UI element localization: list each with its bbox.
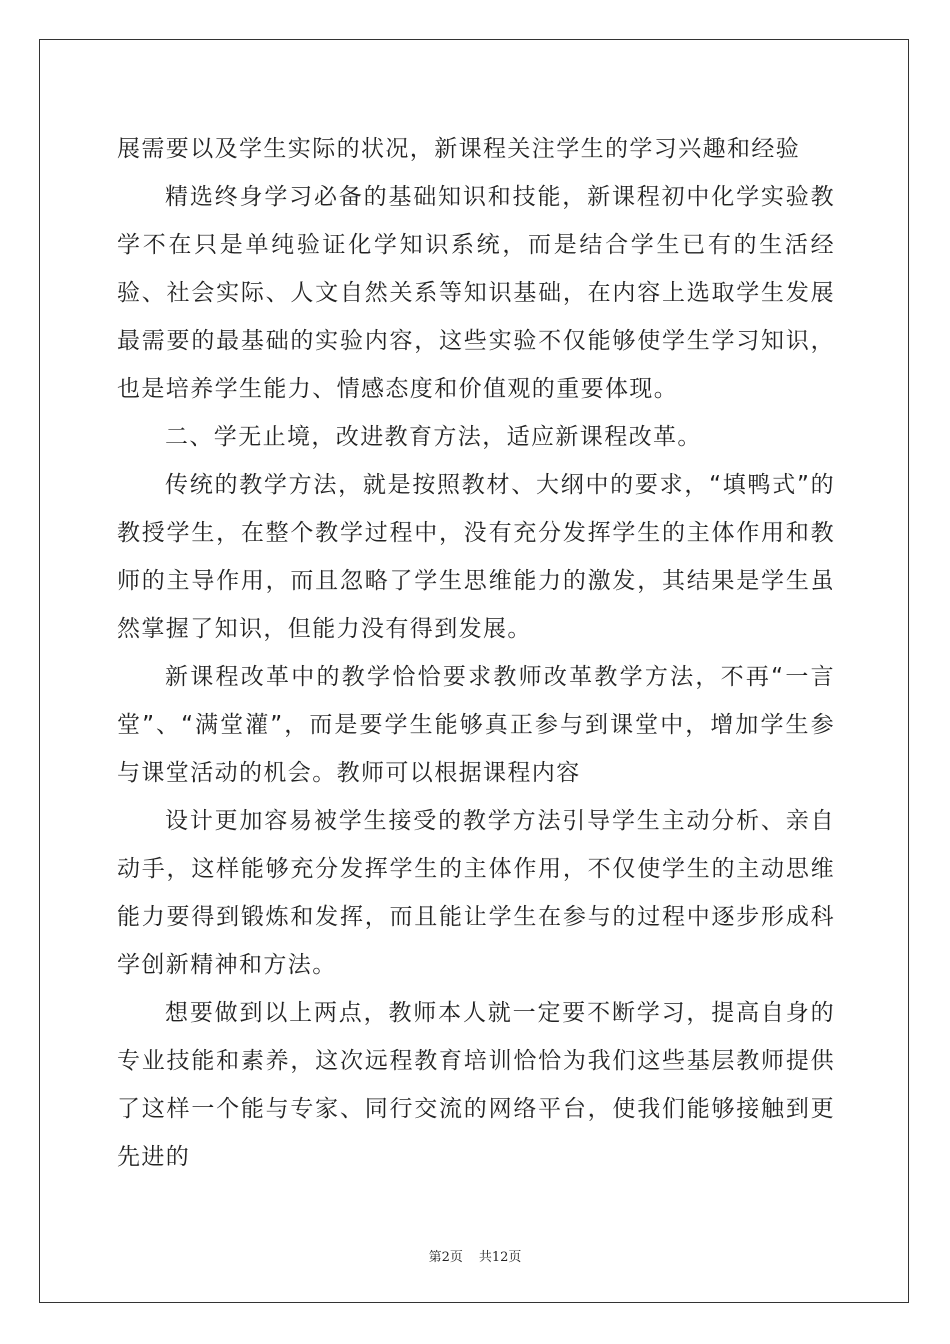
paragraph: 传统的教学方法，就是按照教材、大纲中的要求，“填鸭式”的教授学生，在整个教学过程中，没有充分发挥学生的主体作用和教师的主导作用，而且忽略了学生思维能力的激发，其结果是学生虽然掌握了知识，但能力没有得到发展。: [117, 472, 835, 642]
paragraph: 设计更加容易被学生接受的教学方法引导学生主动分析、亲自动手，这样能够充分发挥学生的主体作用，不仅使学生的主动思维能力要得到锻炼和发挥，而且能让学生在参与的过程中逐步形成科学创新精神和方法。: [117, 808, 835, 978]
paragraph: 想要做到以上两点，教师本人就一定要不断学习，提高自身的专业技能和素养，这次远程教育培训恰恰为我们这些基层教师提供了这样一个能与专家、同行交流的网络平台，使我们能够接触到更先进的: [117, 1000, 835, 1170]
page-footer: [0, 1246, 950, 1265]
page-number-total: 共12页: [478, 1250, 522, 1265]
page-number-current: 第2页: [428, 1250, 463, 1265]
paragraph: 展需要以及学生实际的状况，新课程关注学生的学习兴趣和经验: [117, 136, 801, 162]
paragraph: 新课程改革中的教学恰恰要求教师改革教学方法，不再“一言堂”、“满堂灌”，而是要学生能够真正参与到课堂中，增加学生参与课堂活动的机会。教师可以根据课程内容: [117, 664, 835, 786]
section-heading: 二、学无止境，改进教育方法，适应新课程改革。: [165, 424, 702, 450]
document-body: [117, 125, 835, 1181]
paragraph: 精选终身学习必备的基础知识和技能，新课程初中化学实验教学不在只是单纯验证化学知识系统，而是结合学生已有的生活经验、社会实际、人文自然关系等知识基础，在内容上选取学生发展最需要的最基础的实验内容，这些实验不仅能够使学生学习知识，也是培养学生能力、情感态度和价值观的重要体现。: [117, 184, 835, 402]
